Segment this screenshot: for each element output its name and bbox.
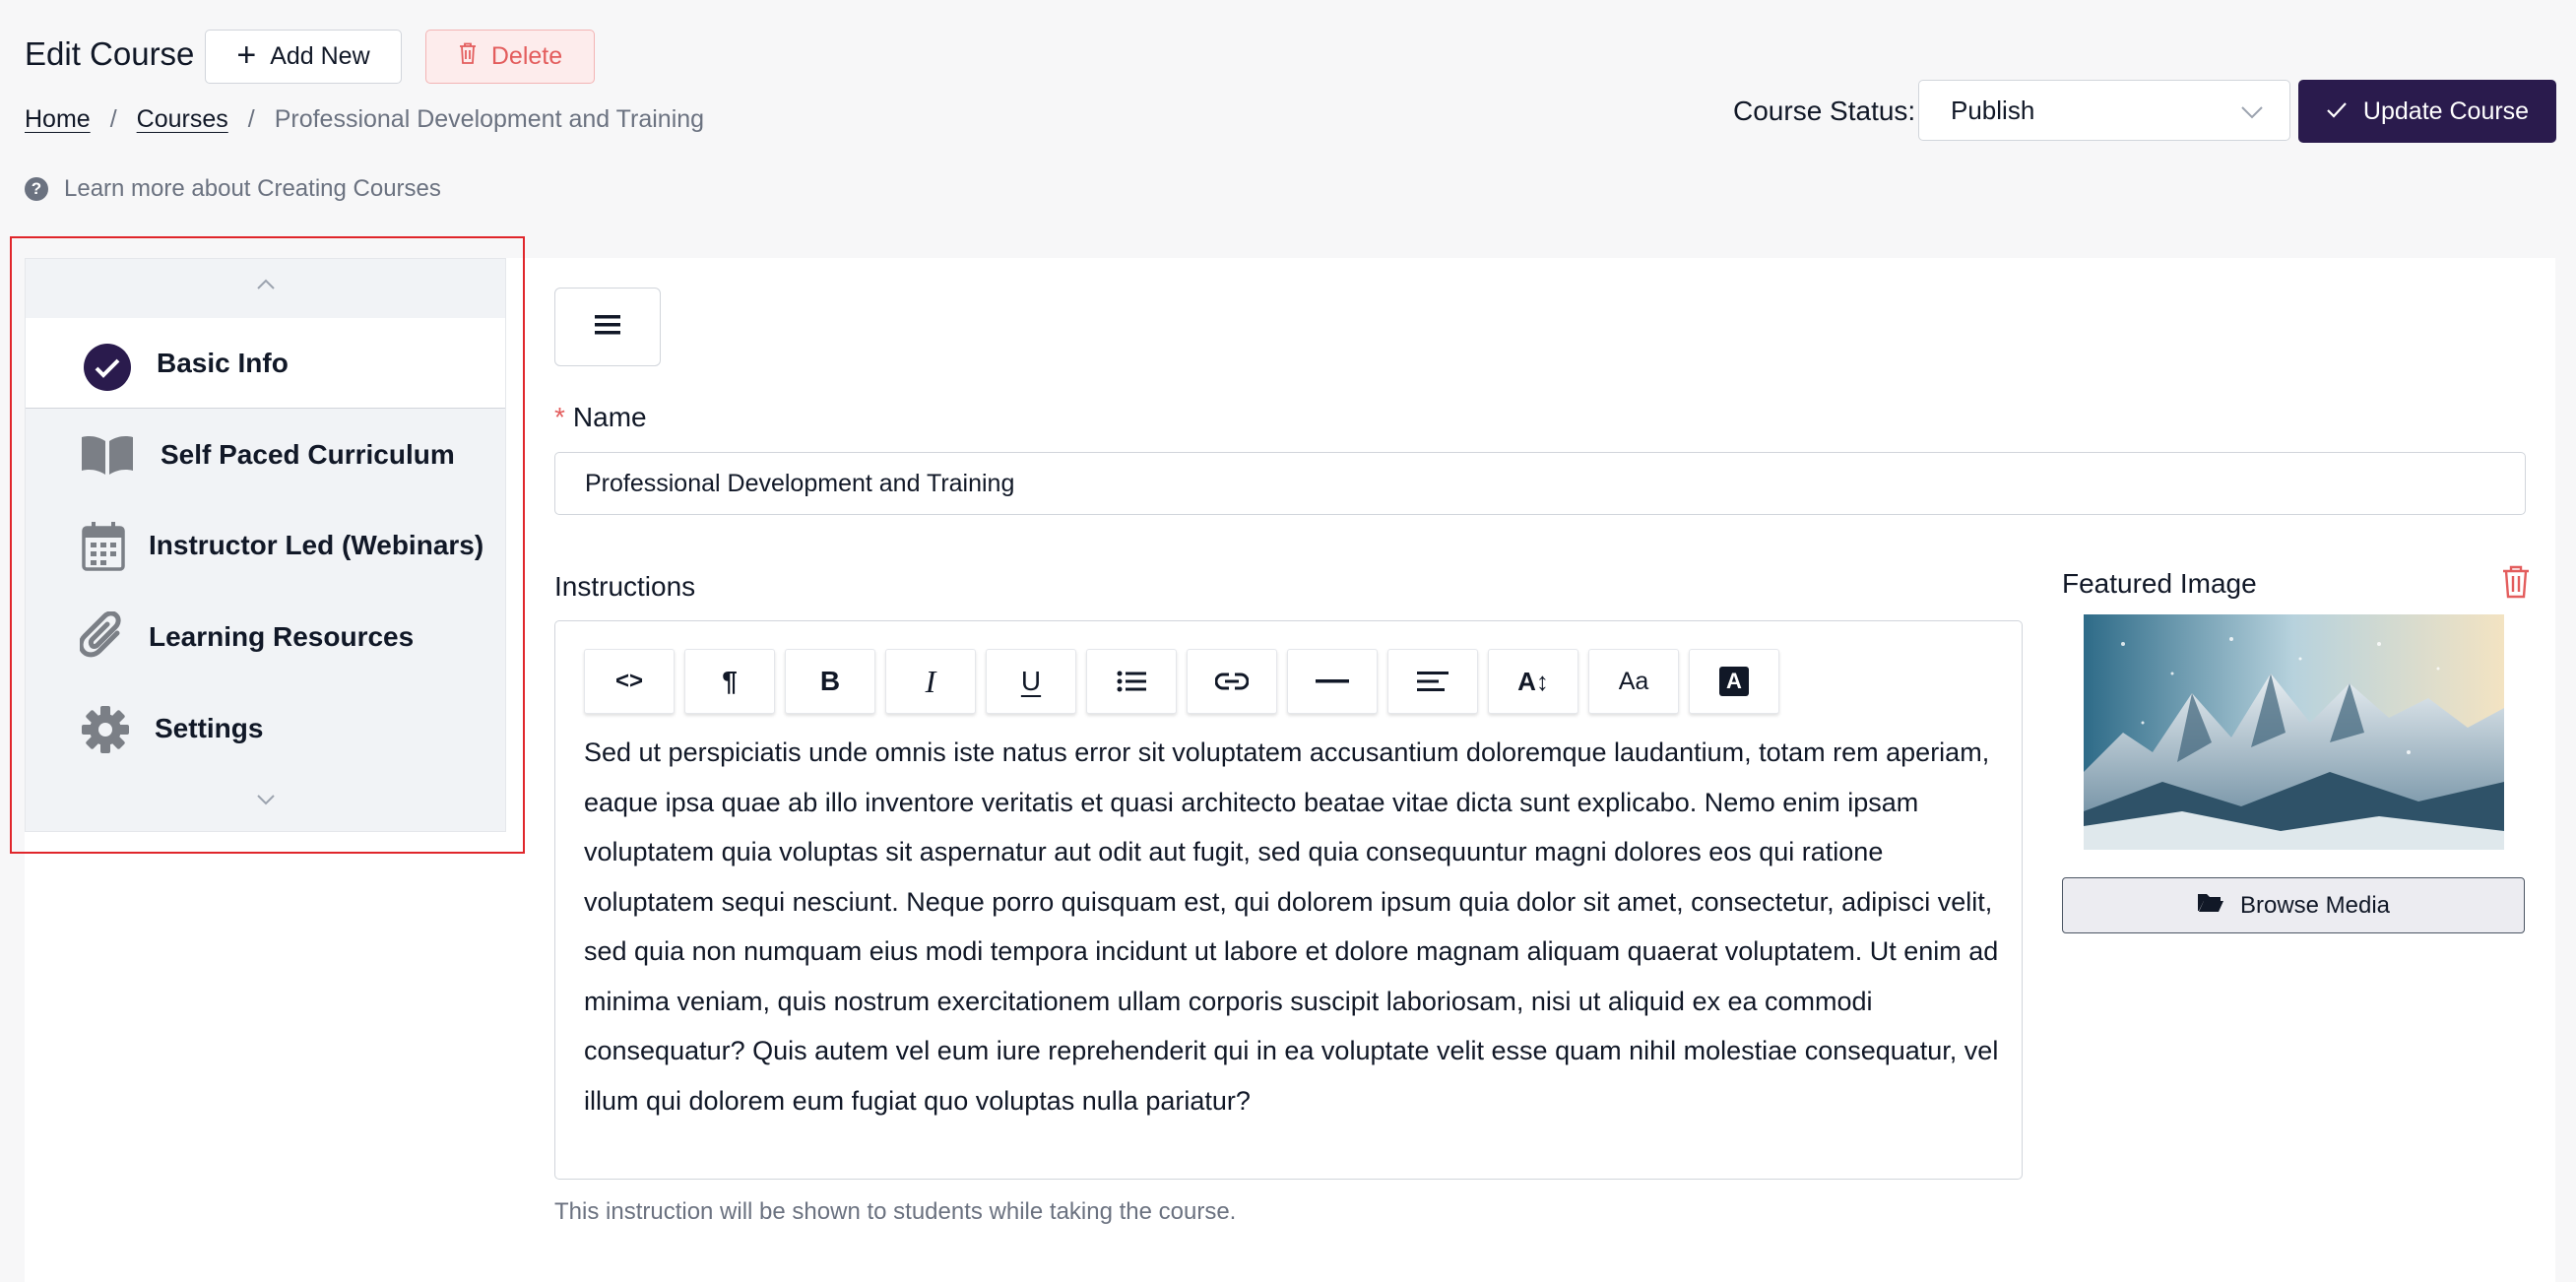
align-icon[interactable] <box>1387 649 1478 714</box>
delete-button[interactable] <box>425 30 595 84</box>
breadcrumb-separator: / <box>109 105 117 133</box>
sidebar-item-label: Basic Info <box>157 348 289 378</box>
learn-more-link[interactable] <box>25 175 441 203</box>
paragraph-icon[interactable]: ¶ <box>684 649 775 714</box>
breadcrumb <box>25 105 704 134</box>
breadcrumb-courses[interactable]: Courses <box>136 105 228 133</box>
folder-open-icon <box>2197 891 2224 920</box>
underline-icon[interactable]: U <box>986 649 1076 714</box>
course-status-select[interactable] <box>1918 80 2290 141</box>
page-title: Edit Course <box>25 35 195 72</box>
add-new-button[interactable] <box>205 30 402 84</box>
plus-icon: + <box>236 36 257 74</box>
update-course-label: Update Course <box>2362 96 2530 125</box>
sidebar-item-label: Self Paced Curriculum <box>161 439 455 470</box>
breadcrumb-current: Professional Development and Training <box>274 105 705 133</box>
name-input-value: Professional Development and Training <box>585 469 1015 497</box>
browse-media-button[interactable] <box>2062 877 2525 933</box>
chevron-down-icon <box>2240 96 2264 126</box>
font-size-icon[interactable]: A↕ <box>1488 649 1578 714</box>
question-circle-icon: ? <box>25 177 48 201</box>
bullet-list-icon[interactable] <box>1086 649 1177 714</box>
breadcrumb-separator: / <box>247 105 255 133</box>
remove-image-trash-icon[interactable] <box>2501 565 2531 604</box>
featured-image-mountains <box>2084 614 2504 850</box>
delete-label: Delete <box>490 42 563 70</box>
featured-image-label: Featured Image <box>2062 568 2257 599</box>
section-menu-button[interactable] <box>554 288 661 366</box>
sidebar-item-label: Settings <box>155 713 264 743</box>
instructions-label: Instructions <box>554 571 696 602</box>
check-icon <box>2326 97 2348 126</box>
hamburger-icon <box>595 314 620 341</box>
instructions-text: Sed ut perspiciatis unde omnis iste natus error sit voluptatem accusantium doloremque laudantium, totam rem aperiam, eaque ipsa quae ab illo inventore veritatis et quasi architecto beatae vitae dicta sunt explicabo. Nemo enim ipsam voluptatem quia voluptas sit aspernatur aut odit aut fugit, sed quia consequuntur magni dolores eos qui ratione voluptatem sequi nesciunt. Neque porro quisquam est, qui dolorem ipsum quia dolor sit amet, consectetur, adipisci velit, sed quia non numquam eius modi tempora incidunt ut labore et dolore magnam aliquam quaerat voluptatem. Ut enim ad minima veniam, quis nostrum exercitationem ullam corporis suscipit laboriosam, nisi ut aliquid ex ea commodi consequatur? Quis autem vel eum iure reprehenderit qui in ea voluptate velit esse quam nihil molestiae consequatur, vel illum qui dolorem eum fugiat quo voluptas nulla pariatur? <box>584 737 1999 1116</box>
bold-icon[interactable]: B <box>785 649 875 714</box>
learn-more-label: Learn more about Creating Courses <box>64 175 441 202</box>
update-course-button[interactable] <box>2298 80 2556 143</box>
course-status-label: Course Status: <box>1733 96 1916 126</box>
name-input[interactable] <box>554 452 2526 515</box>
code-view-icon[interactable]: <> <box>584 649 675 714</box>
font-case-icon[interactable]: Aa <box>1588 649 1679 714</box>
sidebar-item-label: Learning Resources <box>149 621 415 652</box>
sidebar-item-label: Instructor Led (Webinars) <box>149 530 484 560</box>
required-mark: * <box>554 402 565 432</box>
italic-icon[interactable]: I <box>885 649 976 714</box>
text-color-icon[interactable]: A <box>1689 649 1779 714</box>
breadcrumb-home[interactable]: Home <box>25 105 91 133</box>
instructions-editor[interactable] <box>554 620 2023 1180</box>
sidebar-highlight-outline <box>10 236 525 854</box>
add-new-label: Add New <box>270 42 370 70</box>
course-status-value: Publish <box>1951 95 2035 125</box>
link-icon[interactable] <box>1187 649 1277 714</box>
editor-toolbar <box>584 649 1779 714</box>
name-label-text: Name <box>572 402 647 432</box>
instructions-help-text: This instruction will be shown to students while taking the course. <box>554 1198 1237 1225</box>
name-label <box>554 402 647 433</box>
horizontal-rule-icon[interactable] <box>1287 649 1378 714</box>
browse-media-label: Browse Media <box>2239 891 2391 919</box>
trash-icon <box>458 41 478 72</box>
